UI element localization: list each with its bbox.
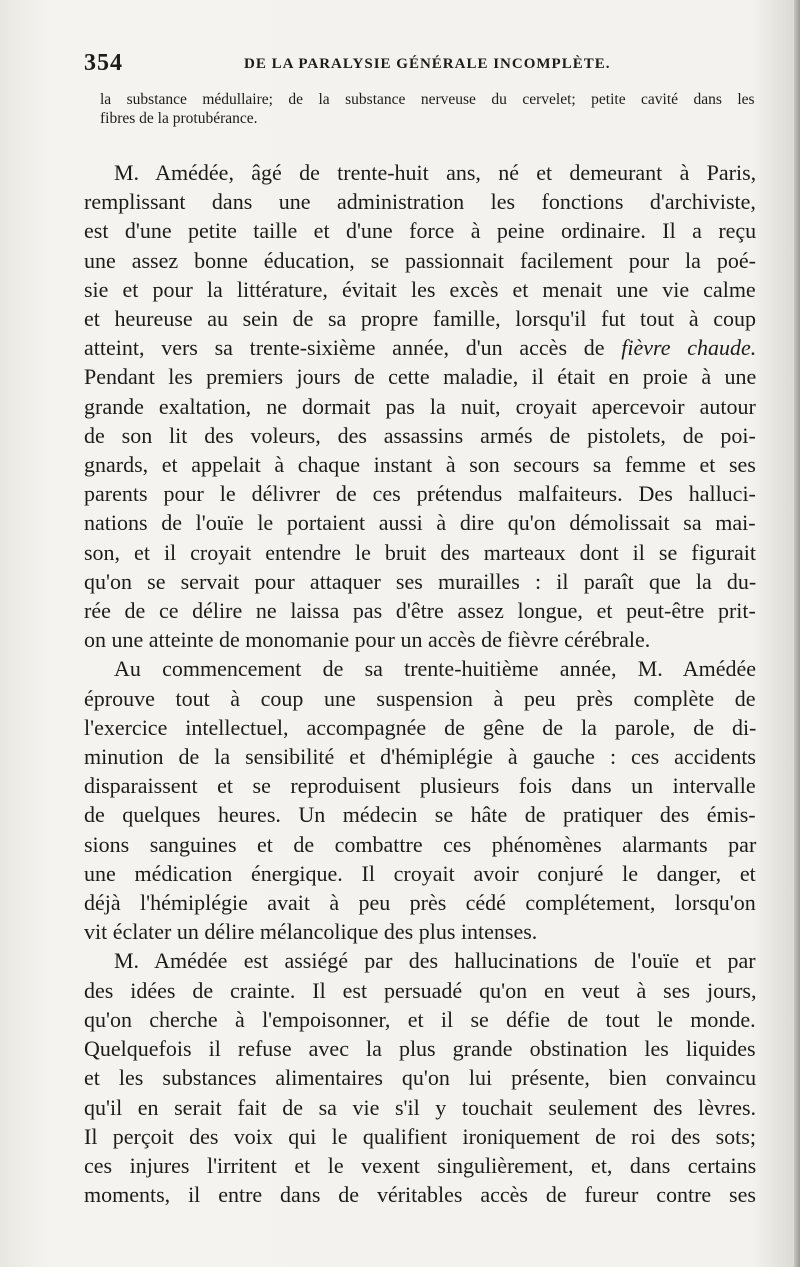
text-line: parents pour le délivrer de ces prétendus malfaiteurs. Des halluci- [84,481,756,507]
footnote-line: fibres de la protubérance. [100,110,258,127]
text-line: moments, il entre dans de véritables accès de fureur contre ses [84,1182,756,1208]
text-line: ces injures l'irritent et le vexent singulièrement, et, dans certains [84,1152,757,1178]
text-line: sions sanguines et de combattre ces phénomènes alarmants par [84,831,757,857]
footnote-line: la substance médullaire; de la substance nerveuse du cervelet; petite cavité dans les [100,91,755,108]
text-line: et heureuse au sein de sa propre famille, lorsqu'il fut tout à coup [84,306,756,332]
text-line: Pendant les premiers jours de cette maladie, il était en proie à une [84,364,757,390]
text-line: grande exaltation, ne dormait pas la nuit, croyait apercevoir autour [84,393,756,419]
text-line: M. Amédée, âgé de trente-huit ans, né et demeurant à Paris, [114,160,757,185]
text-line: gnards, et appelait à chaque instant à son secours sa femme et ses [84,452,756,478]
text-line: vit éclater un délire mélancolique des plus intenses. [84,919,538,945]
text-line: rée de ce délire ne laissa pas d'être assez longue, et peut-être prit- [84,598,756,624]
text-line: de son lit des voleurs, des assassins armés de pistolets, de poi- [84,422,756,448]
text-line: des idées de crainte. Il est persuadé qu'on en veut à ses jours, [84,977,757,1003]
text-line: Quelquefois il refuse avec la plus grande obstination les liquides [84,1036,756,1062]
text-line: l'exercice intellectuel, accompagnée de gêne de la parole, de di- [84,714,757,740]
text-line: déjà l'hémiplégie avait à peu près cédé complétement, lorsqu'on [84,890,756,916]
text-line: M. Amédée est assiégé par des hallucinations de l'ouïe et par [114,948,756,974]
running-title: DE LA PARALYSIE GÉNÉRALE INCOMPLÈTE. [244,56,611,72]
text-line: Il perçoit des voix qui le qualifient ironiquement de roi des sots; [84,1123,756,1149]
text-line: Au commencement de sa trente-huitième année, M. Amédée [114,656,757,682]
text-line: minution de la sensibilité et d'hémiplégie à gauche : ces accidents [84,744,756,770]
page-number: 354 [84,50,123,76]
text-line: nations de l'ouïe le portaient aussi à dire qu'on démolissait sa mai- [84,510,756,536]
text-line: qu'on se servait pour attaquer ses murailles : il paraît que la du- [84,568,757,594]
text-line: une assez bonne éducation, se passionnait facilement pour la poé- [84,247,756,273]
text-segment: atteint, vers sa trente-sixième année, d'un accès de [84,335,605,361]
text-line: qu'on cherche à l'empoisonner, et il se défie de tout le monde. [84,1006,756,1032]
text-line: de quelques heures. Un médecin se hâte de pratiquer des émis- [84,802,756,828]
text-line: éprouve tout à coup une suspension à peu près complète de [84,685,756,711]
text-line: sie et pour la littérature, évitait les excès et menait une vie calme [84,276,756,302]
page-edge-shadow [794,0,800,1267]
text-line: son, et il croyait entendre le bruit des marteaux dont il se figurait [84,539,756,565]
text-line: est d'une petite taille et d'une force à peine ordinaire. Il a reçu [84,218,757,244]
text-line: on une atteinte de monomanie pour un accès de fièvre cérébrale. [84,627,651,653]
page-header [84,50,764,80]
body-text [84,158,756,1209]
text-line: et les substances alimentaires qu'on lui présente, bien convaincu [84,1065,757,1091]
footnote-continuation [100,90,755,128]
text-line [84,333,756,362]
text-line: disparaissent et se reproduisent plusieurs fois dans un intervalle [84,773,756,799]
italic-term: fièvre chaude. [621,335,757,361]
text-line: qu'il en serait fait de sa vie s'il y touchait seulement des lèvres. [84,1094,757,1120]
text-line: remplissant dans une administration les fonctions d'archiviste, [84,189,756,215]
text-line: une médication énergique. Il croyait avoir conjuré le danger, et [84,860,756,886]
